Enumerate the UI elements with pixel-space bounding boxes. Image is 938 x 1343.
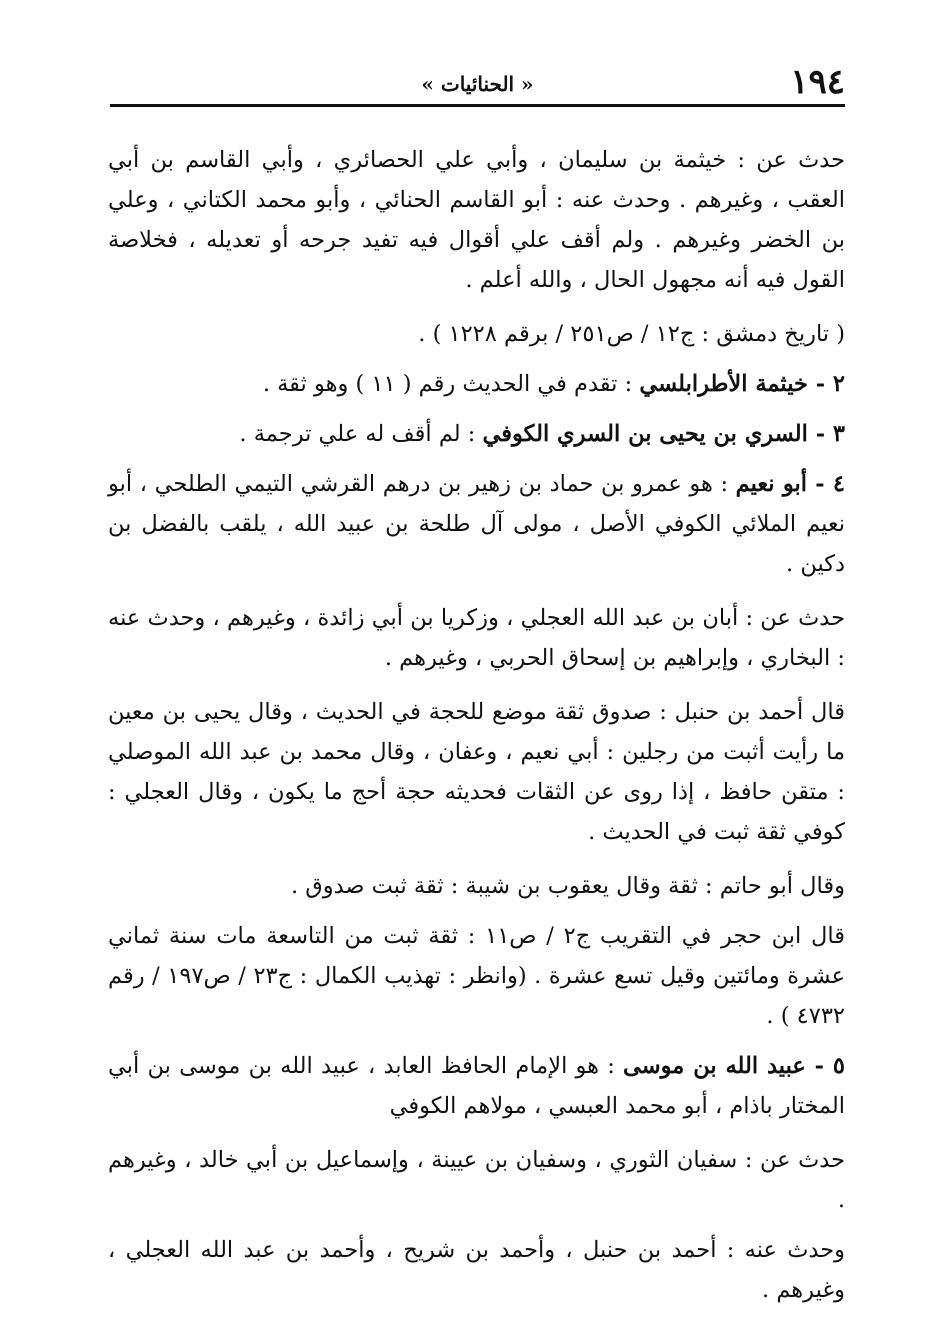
paragraph-text: : لم أقف له علي ترجمة .	[239, 421, 483, 447]
paragraph-text: حدث عن : أبان بن عبد الله العجلي ، وزكريا بن أبي زائدة ، وغيرهم ، وحدث عنه : البخاري ، وإبراهيم بن إسحاق الحربي ، وغيرهم .	[108, 605, 845, 671]
entry-heading: ٣ - السري بن يحيى بن السري الكوفي	[482, 421, 845, 447]
paragraph	[108, 916, 845, 1036]
paragraph-text: ( تاريخ دمشق : ج١٢ / ص٢٥١ / برقم ١٢٢٨ ) .	[418, 321, 845, 347]
entry-2	[108, 364, 845, 404]
entry-3	[108, 414, 845, 454]
paragraph	[108, 1140, 845, 1220]
entry-heading: ٥ - عبيد الله بن موسى	[623, 1053, 846, 1079]
paragraph	[108, 1230, 845, 1310]
header-rule	[110, 104, 845, 107]
page-header	[110, 62, 845, 102]
paragraph-text: حدث عن : سفيان الثوري ، وسفيان بن عيينة ، وإسماعيل بن أبي خالد ، وغيرهم .	[108, 1147, 845, 1213]
paragraph	[108, 598, 845, 678]
paragraph	[108, 140, 845, 300]
entry-heading: ٢ - خيثمة الأطرابلسي	[639, 371, 845, 397]
paragraph-text: وحدث عنه : أحمد بن حنبل ، وأحمد بن شريح ، وأحمد بن عبد الله العجلي ، وغيرهم .	[108, 1237, 845, 1303]
running-title: « الحنائيات »	[421, 72, 534, 96]
paragraph-text: حدث عن : خيثمة بن سليمان ، وأبي علي الحصائري ، وأبي القاسم بن أبي العقب ، وغيرهم . وحدث عنه : أبو القاسم الحنائي ، وأبو محمد الكتاني ، وعلي بن الخضر وغيرهم . ولم أقف علي أقوال فيه تفيد جرحه أو تعديله ، فخلاصة القول فيه أنه مجهول الحال ، والله أعلم .	[108, 147, 845, 293]
body-text	[108, 140, 845, 1324]
paragraph-text: قال ابن حجر في التقريب ج٢ / ص١١ : ثقة ثبت من التاسعة مات سنة ثماني عشرة ومائتين وقيل تسع عشرة . (وانظر : تهذيب الكمال : ج٢٣ / ص١٩٧ / رقم ٤٧٣٢ ) .	[108, 923, 845, 1029]
paragraph-text: : هو الإمام الحافظ العابد ، عبيد الله بن موسى بن أبي المختار باذام ، أبو محمد العبسي ، مولاهم الكوفي	[108, 1053, 845, 1119]
paragraph	[108, 866, 845, 906]
entry-5	[108, 1046, 845, 1126]
paragraph	[108, 692, 845, 852]
entry-heading: ٤ - أبو نعيم	[735, 471, 845, 497]
paragraph-text: قال أحمد بن حنبل : صدوق ثقة موضع للحجة في الحديث ، وقال يحيى بن معين ما رأيت أثبت من رجلين : أبي نعيم ، وعفان ، وقال محمد بن عبد الله الموصلي : متقن حافظ ، إذا روى عن الثقات فحديثه حجة أحج ما يكون ، وقال العجلي : كوفي ثقة ثبت في الحديث .	[108, 699, 845, 845]
paragraph-text: وقال أبو حاتم : ثقة وقال يعقوب بن شيبة : ثقة ثبت صدوق .	[290, 873, 845, 899]
paragraph-reference	[108, 314, 845, 354]
paragraph-text: : هو عمرو بن حماد بن زهير بن درهم القرشي التيمي الطلحي ، أبو نعيم الملائي الكوفي الأصل ، مولى آل طلحة بن عبيد الله ، يلقب بالفضل بن دكين .	[108, 471, 845, 577]
paragraph-text: : تقدم في الحديث رقم ( ١١ ) وهو ثقة .	[262, 371, 640, 397]
page-number: ١٩٤	[790, 62, 845, 102]
entry-4	[108, 464, 845, 584]
